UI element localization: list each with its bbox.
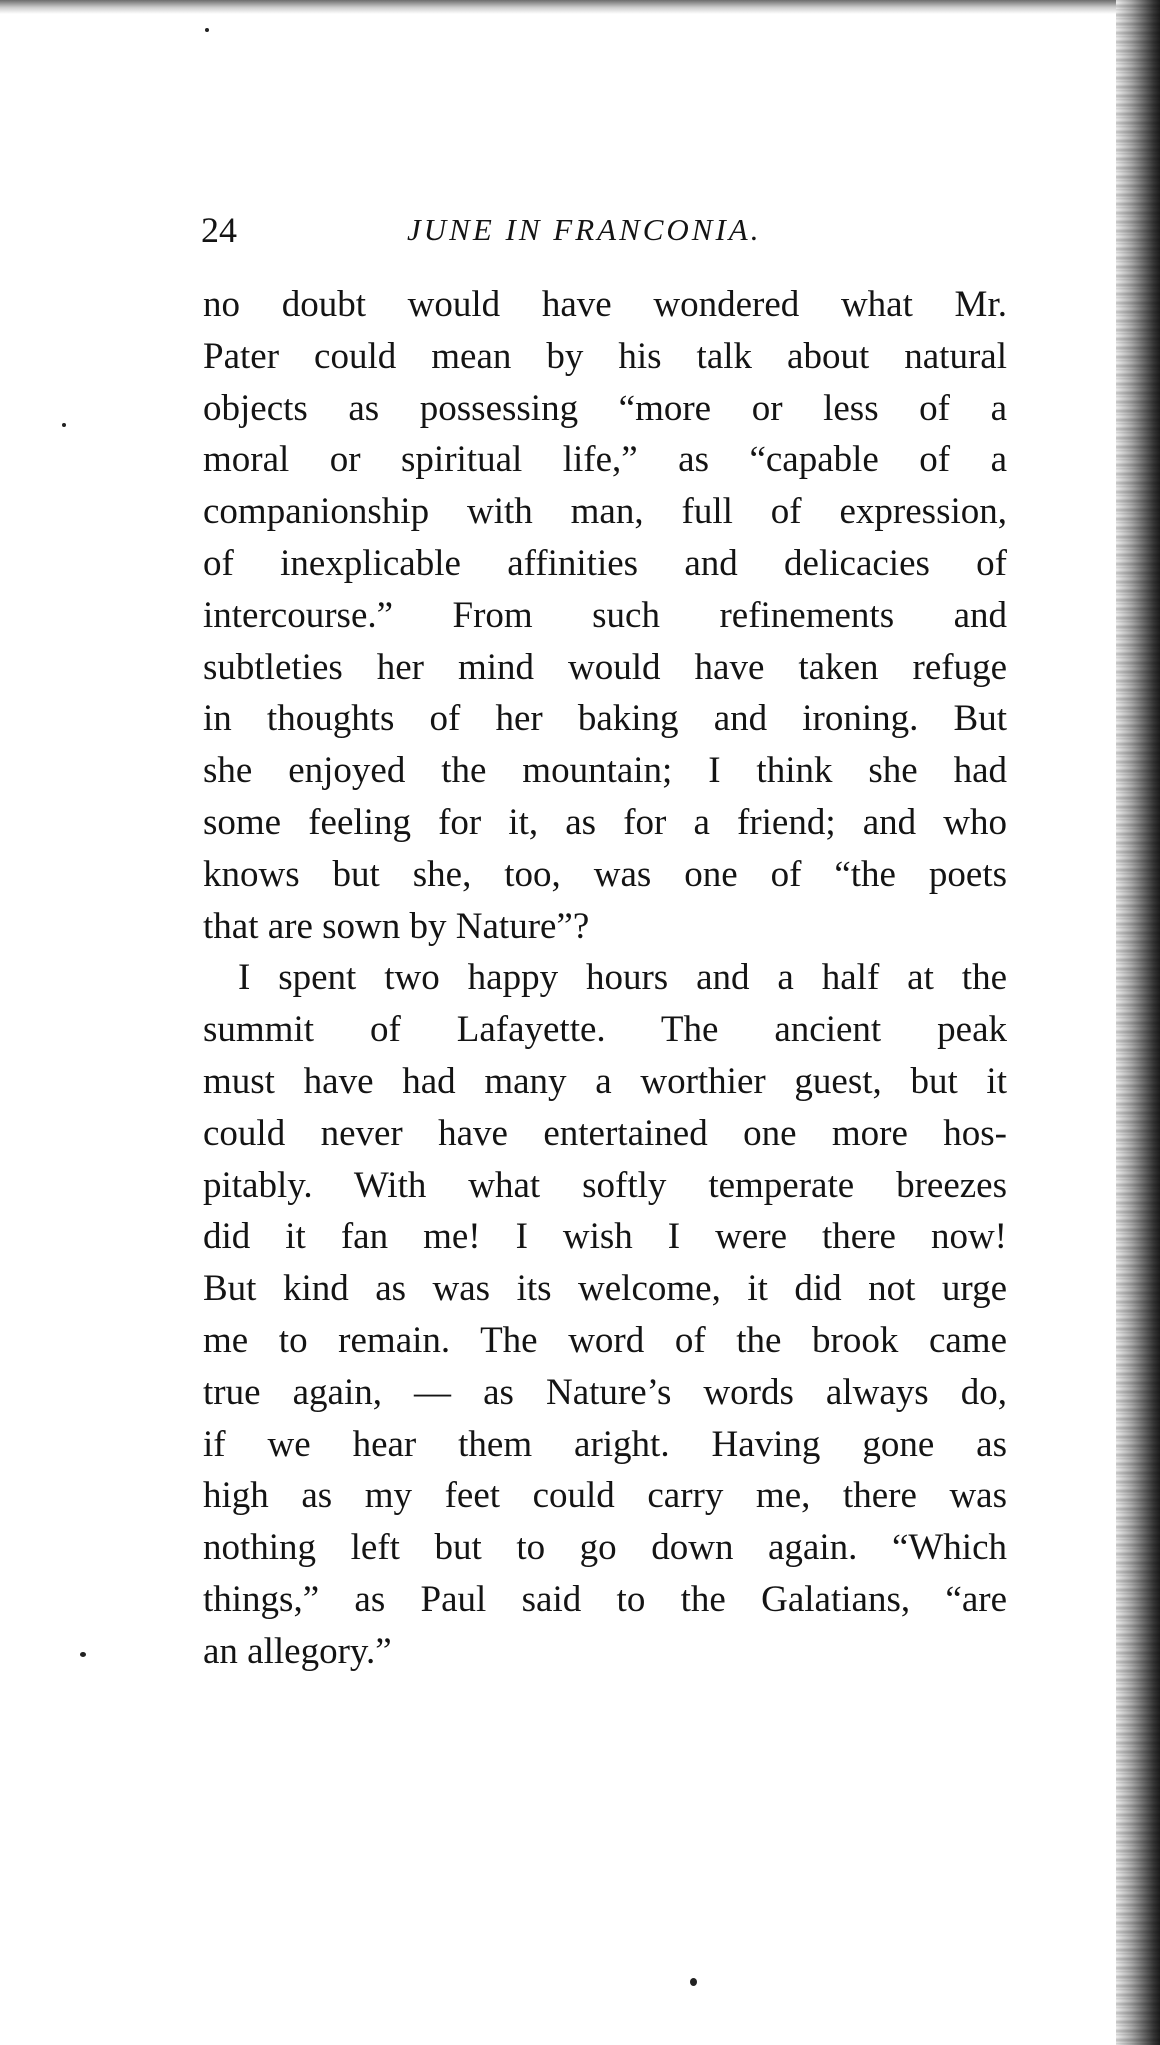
- ink-speck: [80, 1652, 86, 1657]
- body-text: [203, 279, 1007, 1678]
- text-line: true again, — as Nature’s words always do,: [203, 1371, 1007, 1413]
- text-line: an allegory.”: [203, 1630, 392, 1672]
- text-line: that are sown by Nature”?: [203, 905, 590, 947]
- text-line: of inexplicable affinities and delicacies of: [203, 542, 1007, 584]
- text-line: intercourse.” From such refinements and: [203, 594, 1007, 636]
- scan-edge-top: [0, 0, 1160, 14]
- text-line: did it fan me! I wish I were there now!: [203, 1216, 1007, 1258]
- text-line: in thoughts of her baking and ironing. But: [203, 698, 1007, 740]
- text-line: if we hear them aright. Having gone as: [203, 1423, 1007, 1465]
- ink-speck: [62, 423, 66, 427]
- text-line: But kind as was its welcome, it did not urge: [203, 1268, 1007, 1310]
- text-line: summit of Lafayette. The ancient peak: [203, 1009, 1007, 1051]
- scan-edge-right: [1116, 0, 1160, 2045]
- running-head: [201, 205, 1007, 255]
- text-line: things,” as Paul said to the Galatians, “are: [203, 1578, 1007, 1620]
- ink-speck: [690, 1978, 697, 1986]
- text-line: nothing left but to go down again. “Which: [203, 1527, 1007, 1569]
- text-line: subtleties her mind would have taken refuge: [203, 646, 1007, 688]
- ink-speck: [205, 28, 209, 32]
- text-line: companionship with man, full of expression,: [203, 491, 1007, 533]
- text-line: could never have entertained one more hos-: [203, 1112, 1007, 1154]
- running-title: JUNE IN FRANCONIA.: [407, 212, 762, 247]
- text-line: objects as possessing “more or less of a: [203, 387, 1007, 429]
- text-line: she enjoyed the mountain; I think she had: [203, 750, 1007, 792]
- page-number: 24: [201, 210, 237, 250]
- text-line: me to remain. The word of the brook came: [203, 1319, 1007, 1361]
- text-line: some feeling for it, as for a friend; and who: [203, 801, 1007, 843]
- text-line: I spent two happy hours and a half at the: [238, 957, 1007, 999]
- text-line: knows but she, too, was one of “the poets: [203, 853, 1007, 895]
- text-line: Pater could mean by his talk about natural: [203, 335, 1007, 377]
- text-line: high as my feet could carry me, there was: [203, 1475, 1007, 1517]
- text-line: pitably. With what softly temperate breezes: [203, 1164, 1007, 1206]
- text-line: no doubt would have wondered what Mr.: [203, 284, 1007, 325]
- text-line: must have had many a worthier guest, but it: [203, 1060, 1007, 1102]
- text-line: moral or spiritual life,” as “capable of a: [203, 439, 1007, 481]
